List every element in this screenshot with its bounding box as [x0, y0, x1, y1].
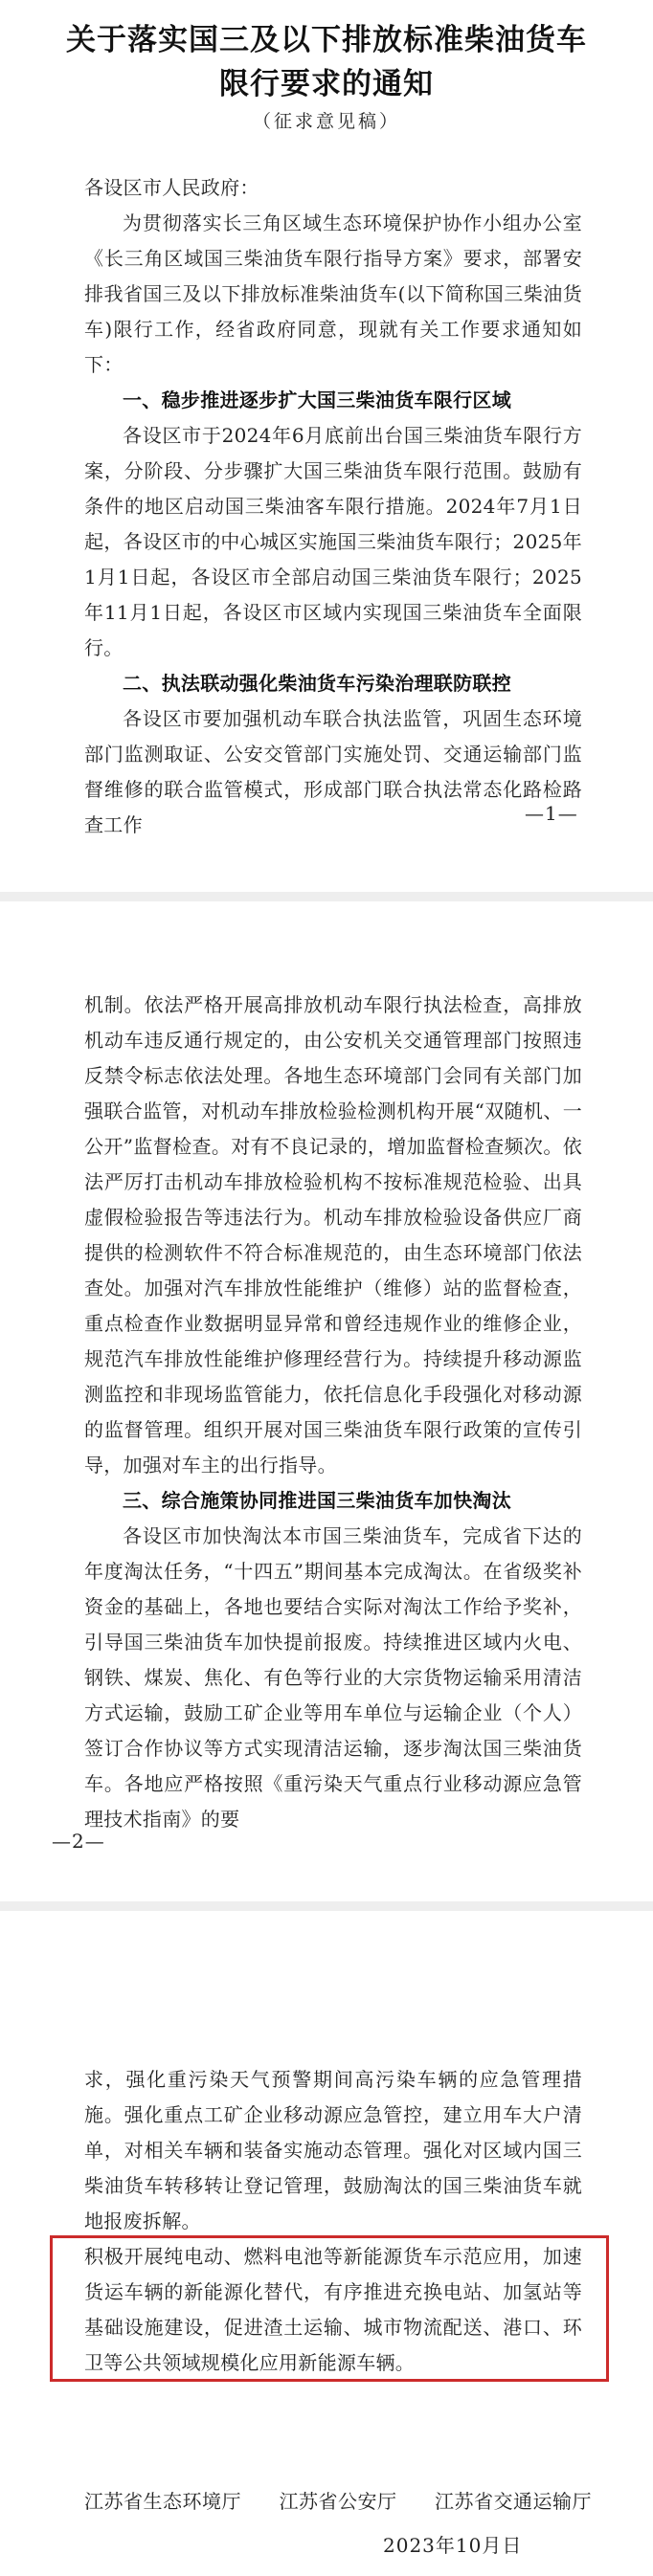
- page-number-2: —2—: [52, 1830, 105, 1853]
- document-date: 2023年10月日: [383, 2534, 523, 2557]
- section3-paragraph-part2: 求，强化重污染天气预警期间高污染车辆的应急管理措施。强化重点工矿企业移动源应急管控，建立用车大户清单，对相关车辆和装备实施动态管理。强化对区域内国三柴油货车转移转让登记管理，鼓励淘汰的国三柴油货车就地报废拆解。: [84, 2068, 582, 2232]
- section1-heading: 一、稳步推进逐步扩大国三柴油货车限行区域: [123, 389, 511, 411]
- intro-paragraph: 为贯彻落实长三角区域生态环境保护协作小组办公室《长三角区域国三柴油货车限行指导方案》要求，部署安排我省国三及以下排放标准柴油货车(以下简称国三柴油货车)限行工作，经省政府同意，现就有关工作要求通知如下：: [84, 211, 582, 376]
- signatory-transport: 江苏省交通运输厅: [435, 2490, 592, 2513]
- section2-paragraph-part1: 各设区市要加强机动车联合执法监管，巩固生态环境部门监测取证、公安交管部门实施处罚、交通运输部门监督维修的联合监管模式，形成部门联合执法常态化路检路查工作: [84, 707, 582, 836]
- salutation: 各设区市人民政府：: [84, 176, 259, 199]
- page-number-1: —1—: [525, 802, 578, 825]
- document-title-line-1: 关于落实国三及以下排放标准柴油货车: [66, 23, 587, 57]
- section3-paragraph-part3: 积极开展纯电动、燃料电池等新能源货车示范应用，加速货运车辆的新能源化替代，有序推进充换电站、加氢站等基础设施建设，促进渣土运输、城市物流配送、港口、环卫等公共领域规模化应用新能源车辆。: [84, 2245, 582, 2374]
- highlight-box: [50, 2235, 609, 2382]
- signatory-environment: 江苏省生态环境厅: [84, 2490, 241, 2513]
- section3-heading: 三、综合施策协同推进国三柴油货车加快淘汰: [123, 1489, 511, 1512]
- page-separator: [0, 892, 653, 901]
- page-separator: [0, 1901, 653, 1911]
- section3-paragraph-part1: 各设区市加快淘汰本市国三柴油货车，完成省下达的年度淘汰任务，“十四五”期间基本完成淘汰。在省级奖补资金的基础上，各地也要结合实际对淘汰工作给予奖补，引导国三柴油货车加快提前报废。持续推进区域内火电、钢铁、煤炭、焦化、有色等行业的大宗货物运输采用清洁方式运输，鼓励工矿企业等用车单位与运输企业（个人）签订合作协议等方式实现清洁运输，逐步淘汰国三柴油货车。各地应严格按照《重污染天气重点行业移动源应急管理技术指南》的要: [84, 1524, 582, 1831]
- section2-paragraph-part2: 机制。依法严格开展高排放机动车限行执法检查，高排放机动车违反通行规定的，由公安机关交通管理部门按照违反禁令标志依法处理。各地生态环境部门会同有关部门加强联合监管，对机动车排放检验检测机构开展“双随机、一公开”监督检查。对有不良记录的，增加监督检查频次。依法严厉打击机动车排放检验机构不按标准规范检验、出具虚假检验报告等违法行为。机动车排放检验设备供应厂商提供的检测软件不符合标准规范的，由生态环境部门依法查处。加强对汽车排放性能维护（维修）站的监督检查，重点检查作业数据明显异常和曾经违规作业的维修企业，规范汽车排放性能维护修理经营行为。持续提升移动源监测监控和非现场监管能力，依托信息化手段强化对移动源的监督管理。组织开展对国三柴油货车限行政策的宣传引导，加强对车主的出行指导。: [84, 993, 582, 1477]
- signatories: [84, 2486, 592, 2514]
- page1-body: [84, 170, 582, 843]
- section1-paragraph: 各设区市于2024年6月底前出台国三柴油货车限行方案，分阶段、分步骤扩大国三柴油货车限行范围。鼓励有条件的地区启动国三柴油客车限行措施。2024年7月1日起，各设区市的中心城区实施国三柴油货车限行；2025年1月1日起，各设区市全部启动国三柴油货车限行；2025年11月1日起，各设区市区域内实现国三柴油货车全面限行。: [84, 424, 582, 659]
- section2-heading: 二、执法联动强化柴油货车污染治理联防联控: [123, 672, 511, 695]
- document-title-line-2: 限行要求的通知: [219, 67, 434, 101]
- document-subtitle: （征求意见稿）: [252, 111, 400, 132]
- page2-body: [84, 988, 582, 1837]
- signatory-police: 江苏省公安厅: [279, 2490, 397, 2513]
